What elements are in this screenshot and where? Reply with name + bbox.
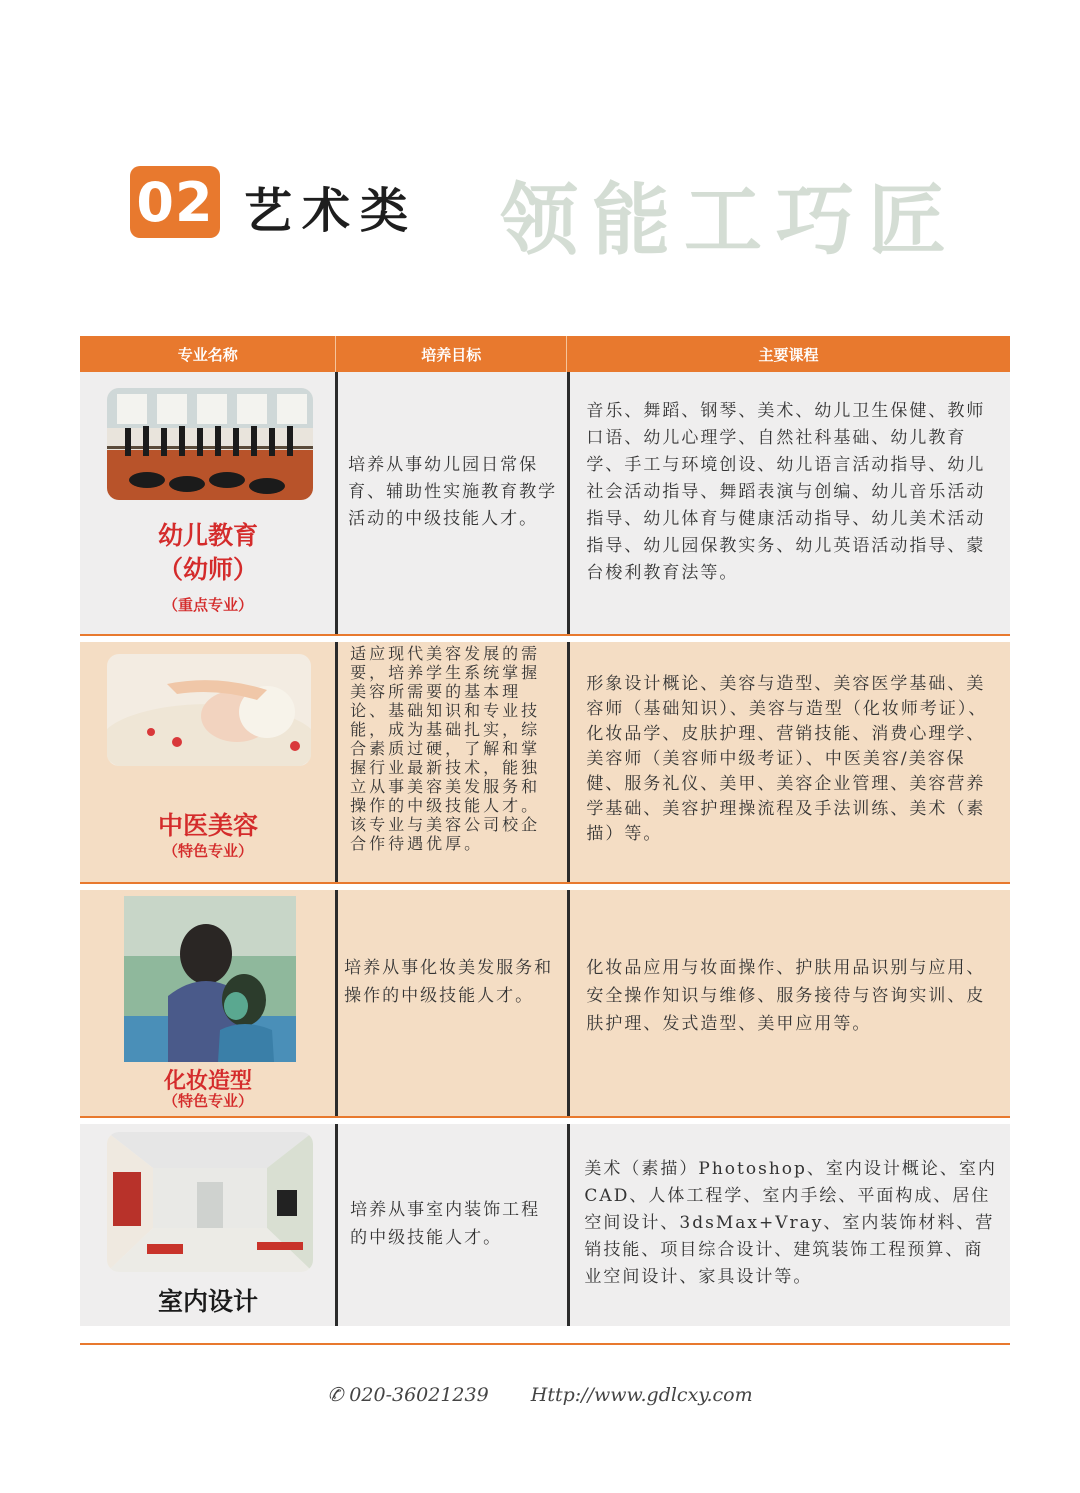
facial-treatment-photo [107,654,311,766]
goal-cell [335,890,567,1116]
courses-text: 形象设计概论、美容与造型、美容医学基础、美容师（基础知识）、美容与造型（化妆师考证）、化妆品学、皮肤护理、营销技能、消费心理学、美容师（美容师中级考证）、中医美容/美容保健、服务礼仪、美甲、美容企业管理、美容营养学基础、美容护理操流程及手法训练、美术（素描）等。 [586,674,988,844]
courses-cell [567,1124,1010,1326]
major-name: 中医美容 [157,811,258,840]
makeup-photo [124,896,296,1062]
column-header-goal: 培养目标 [335,336,566,372]
major-name: 幼儿教育 [157,521,258,550]
footer [0,1384,1080,1406]
goal-text: 培养从事室内装饰工程的中级技能人才。 [350,1200,541,1248]
section-number-badge: 02 [130,166,220,238]
dance-class-photo [107,388,313,500]
major-cell [80,1124,335,1326]
goal-cell [335,372,567,634]
row-divider [80,1116,1010,1124]
courses-text: 音乐、舞蹈、钢琴、美术、幼儿卫生保健、教师口语、幼儿心理学、自然社科基础、幼儿教育学、手工与环境创设、幼儿语言活动指导、幼儿社会活动指导、舞蹈表演与创编、幼儿音乐活动指导、幼儿体育与健康活动指导、幼儿美术活动指导、幼儿园保教实务、幼儿英语活动指导、蒙台梭利教育法等。 [586,401,986,583]
courses-text: 化妆品应用与妆面操作、护肤用品识别与应用、安全操作知识与维修、服务接待与咨询实训、皮肤护理、发式造型、美甲应用等。 [586,958,986,1034]
major-cell [80,642,335,882]
table-row [80,1124,1010,1326]
majors-table [80,336,1010,1326]
table-bottom-line [80,1343,1010,1345]
major-name: 化妆造型 [163,1069,252,1094]
courses-cell [567,890,1010,1116]
row-divider [80,882,1010,890]
goal-cell [335,642,567,882]
table-row [80,890,1010,1116]
category-title: 艺术类 [244,183,419,239]
major-cell [80,372,335,634]
major-cell [80,890,335,1116]
major-tag: （特色专业） [162,1092,253,1110]
goal-text: 适应现代美容发展的需要，培养学生系统掌握美容所需要的基本理论、基础知识和专业技能，成为基础扎实，综合素质过硬，了解和掌握行业最新技术，能独立从事美容美发服务和操作的中级技能人才。该专业与美容公司校企合作待遇优厚。 [350,644,541,853]
goal-text: 培养从事幼儿园日常保育、辅助性实施教育教学活动的中级技能人才。 [348,455,558,529]
major-tag: （重点专业） [162,596,253,614]
courses-cell [567,372,1010,634]
table-header [80,336,1010,372]
interior-design-photo [107,1132,313,1272]
table-row [80,642,1010,882]
row-divider [80,634,1010,642]
goal-cell [335,1124,567,1326]
footer-url[interactable]: Http://www.gdlcxy.com [530,1384,753,1406]
column-header-major: 专业名称 [177,345,238,364]
major-name-sub: （幼师） [157,555,258,584]
slogan-watermark: 领能工巧匠 [500,175,961,266]
courses-cell [567,642,1010,882]
column-header-courses: 主要课程 [566,336,1010,372]
major-name: 室内设计 [157,1287,258,1316]
footer-phone: ✆ 020-36021239 [327,1384,489,1406]
courses-text: 美术（素描）Photoshop、室内设计概论、室内CAD、人体工程学、室内手绘、平面构成、居住空间设计、3dsMax+Vray、室内装饰材料、营销技能、项目综合设计、建筑装饰工程预算、商业空间设计、家具设计等。 [584,1159,997,1287]
major-tag: （特色专业） [162,842,253,860]
goal-text: 培养从事化妆美发服务和操作的中级技能人才。 [344,958,554,1006]
table-row [80,372,1010,634]
